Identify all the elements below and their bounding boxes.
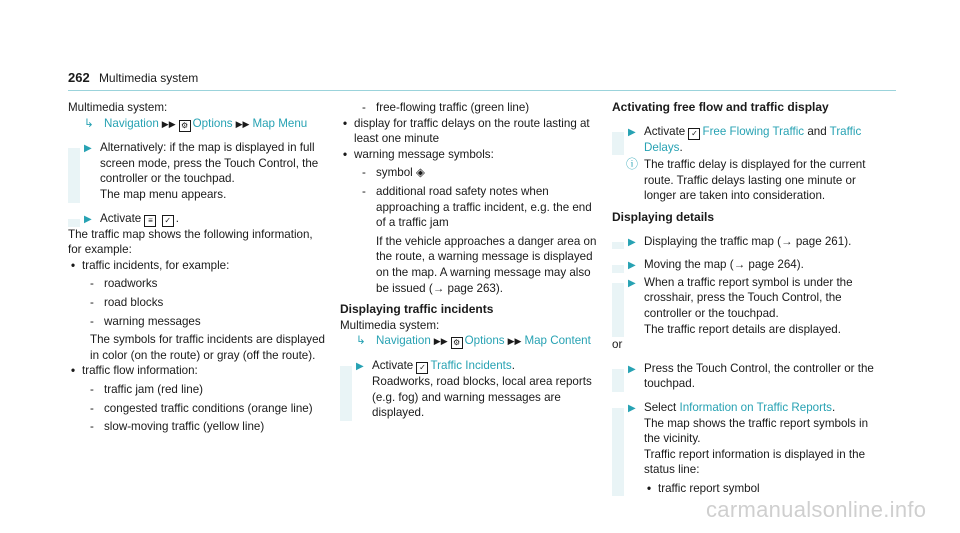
chevron-right-icon: ▶▶: [235, 118, 250, 129]
path-arrow-icon: ↳: [84, 116, 94, 130]
step-item: ▶ Displaying the traffic map (→ page 261).: [612, 234, 882, 250]
step-item: ▶ When a traffic report symbol is under the crosshair, press the Touch Control, the controller or the touchpad. The traffic report details are displayed.: [612, 275, 882, 337]
bullet-item: • traffic report symbol: [647, 481, 760, 495]
options-icon: ⚙: [179, 120, 191, 132]
step-triangle-icon: ▶: [628, 277, 636, 289]
sub-item: - roadworks: [90, 277, 158, 291]
sub-item: - congested traffic conditions (orange line): [90, 401, 313, 415]
step-item: ▶ Alternatively: if the map is displayed in full screen mode, press the Touch Control, the controller or the touchpad. The map menu appears.: [68, 140, 326, 202]
page-title: Multimedia system: [98, 71, 199, 85]
sub-item: - traffic jam (red line): [90, 382, 204, 396]
step-triangle-icon: ▶: [628, 402, 636, 414]
path-options[interactable]: Options: [192, 116, 233, 130]
step-triangle-icon: ▶: [356, 360, 364, 372]
header-rule: [68, 90, 896, 91]
path-navigation[interactable]: Navigation: [376, 334, 431, 348]
step-item: ▶ Activate ✓ Free Flowing Traffic and Traffic Delays.: [612, 124, 882, 156]
column-1: Multimedia system: ↳ Navigation ▶▶ ⚙ Options ▶▶ Map Menu ▶ Alternatively: if the map is displayed in full screen mode, press the Touch Control, the controller or the touchpad. The map menu appears. ▶ Activate ≡ ✓ . The traffic map shows the following information, for example: • traffic incidents, for example: - roadworks - road blocks - warning messages The symbols for traffic incidents are displayed in color (on the route) or gray (off the route). • traffic flow information: - traffic jam (red line) - congested traffic conditions (orange line) - slow-moving traffic (yellow line): [68, 101, 325, 434]
checkbox-icon: ✓: [162, 215, 174, 227]
info-icon: ⓘ: [626, 157, 639, 172]
column-3: Activating free flow and traffic display ▶ Activate ✓ Free Flowing Traffic and Traffic Delays. ⓘ The traffic delay is displayed for the current route. Traffic delays lasting one minute or longer are taken into consideration. Displaying details ▶ Displaying the traffic map (→ page 261). ▶ Moving the map (→ page 264). ▶ When a traffic report symbol is under the crosshair, press the Touch Control, the controller or the touchpad. The traffic report details are displayed. or ▶ Press the Touch Control, the controller or the touchpad. ▶ Select Information on Traffic Reports. The map shows the traffic report symbols in the vicinity. Traffic report information is displayed in the status line: • traffic report symbol: [612, 100, 882, 496]
path-options[interactable]: Options: [464, 334, 505, 348]
column-2: - free-flowing traffic (green line) • display for traffic delays on the route lasting at least one minute • warning message symbols: - symbol ◈ - additional road safety notes when approaching a traffic incident, e.g. the end of a traffic jam If the vehicle approaches a danger area on the route, a warning message is displayed on the map. A warning message may also be issued (→ page 263). Displaying traffic incidents Multimedia system: ↳ Navigation ▶▶ ⚙ Options ▶▶ Map Content ▶ Activate ✓ Traffic Incidents. Roadworks, road blocks, local area reports (e.g. fog) and warning messages are displayed.: [340, 100, 602, 421]
bullet-item: • traffic incidents, for example:: [71, 258, 230, 272]
section-heading: Displaying traffic incidents: [340, 302, 494, 317]
step-item: ▶ Select Information on Traffic Reports. The map shows the traffic report symbols in the vicinity. Traffic report information is displayed in the status line: • traffic report symbol: [612, 400, 882, 497]
section-heading: Activating free flow and traffic display: [612, 100, 829, 114]
chevron-right-icon: ▶▶: [433, 336, 448, 347]
traffic-incidents-link[interactable]: Traffic Incidents: [430, 358, 512, 372]
step-triangle-icon: ▶: [628, 363, 636, 375]
page-header: [68, 70, 896, 87]
step-item: ▶ Press the Touch Control, the controller or the touchpad.: [612, 361, 882, 392]
menu-path: [68, 116, 326, 133]
step-triangle-icon: ▶: [628, 126, 636, 138]
path-navigation[interactable]: Navigation: [104, 116, 159, 130]
intro-text: Multimedia system:: [68, 101, 168, 114]
watermark: carmanualsonline.info: [706, 497, 927, 522]
path-map-menu[interactable]: Map Menu: [252, 116, 308, 130]
bullet-item: • warning message symbols:: [343, 147, 494, 161]
sub-item: - additional road safety notes when approaching a traffic incident, e.g. the end of a traffic jam: [362, 184, 592, 230]
sub-item: - free-flowing traffic (green line): [362, 101, 530, 114]
options-icon: ⚙: [451, 337, 463, 349]
step-triangle-icon: ▶: [84, 143, 92, 155]
sub-item: - warning messages: [90, 314, 201, 328]
menu-path: [340, 333, 602, 350]
sub-item: - road blocks: [90, 295, 164, 309]
path-arrow-icon: ↳: [356, 334, 366, 348]
bullet-item: • display for traffic delays on the route lasting at least one minute: [343, 116, 590, 146]
warning-symbol-icon: ◈: [415, 166, 425, 180]
sub-item: - slow-moving traffic (yellow line): [90, 420, 265, 434]
step-triangle-icon: ▶: [628, 260, 636, 272]
traffic-delays-link[interactable]: Traffic Delays: [644, 124, 862, 154]
path-map-content[interactable]: Map Content: [524, 334, 591, 348]
free-flowing-traffic-link[interactable]: Free Flowing Traffic: [702, 124, 805, 138]
section-heading: Displaying details: [612, 209, 715, 224]
information-on-traffic-reports-link[interactable]: Information on Traffic Reports: [679, 400, 832, 414]
checkbox-icon: ✓: [688, 128, 700, 140]
info-note: ⓘ The traffic delay is displayed for the current route. Traffic delays lasting one minute or longer are taken into consideration.: [626, 157, 866, 203]
step-triangle-icon: ▶: [84, 213, 92, 225]
step-item: ▶ Moving the map (→ page 264).: [612, 257, 882, 273]
bullet-item: • traffic flow information:: [71, 364, 198, 378]
chevron-right-icon: ▶▶: [507, 336, 522, 347]
page-number: 262: [68, 70, 90, 85]
sub-item: - symbol ◈: [362, 166, 425, 180]
checkbox-icon: ✓: [416, 362, 428, 374]
step-triangle-icon: ▶: [628, 236, 636, 248]
step-item: ▶ Activate ≡ ✓ .: [68, 211, 326, 227]
step-item: ▶ Activate ✓ Traffic Incidents. Roadworks, road blocks, local area reports (e.g. fog) and warning messages are displayed.: [340, 358, 602, 421]
traffic-map-icon: ≡: [144, 215, 156, 227]
chevron-right-icon: ▶▶: [161, 118, 176, 129]
